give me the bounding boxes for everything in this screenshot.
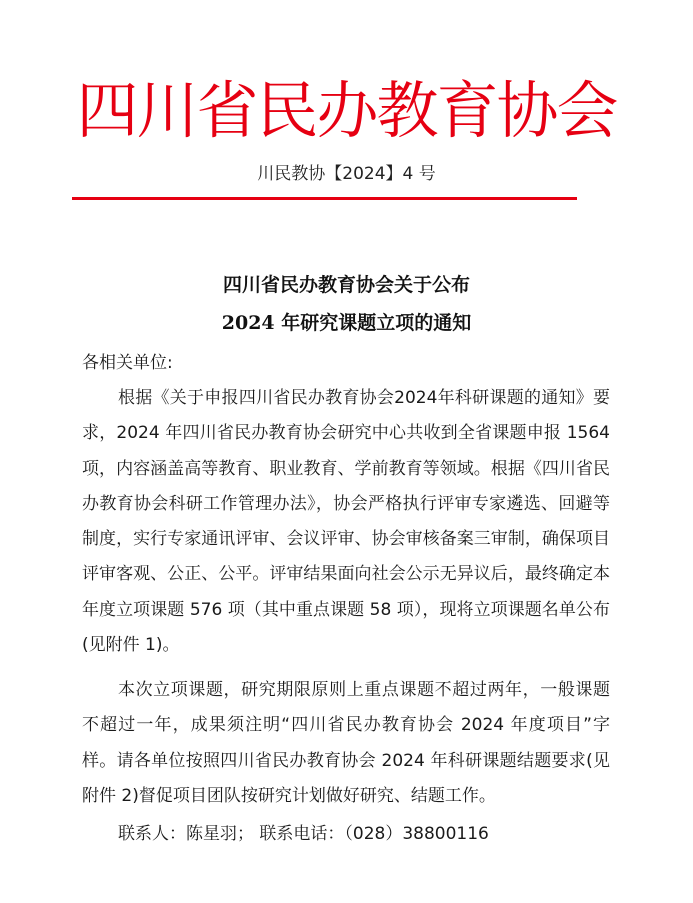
paragraph-1: 根据《关于申报四川省民办教育协会2024年科研课题的通知》要求，2024 年四川省民办教育协会研究中心共收到全省课题申报 1564 项，内容涵盖高等教育、职业教育、学前教育等领域。根据《四川省民办教育协会科研工作管理办法》，协会严格执行评审专家遴选、回避等制度，实行专家通讯评审、会议评审、协会审核备案三审制，确保项目评审客观、公正、公平。评审结果面向社会公示无异议后，最终确定本年度立项课题 576 项（其中重点课题 58 项），现将立项课题名单公布(见附件 1)。 xyxy=(82,388,610,656)
document-number: 川民教协【2024】4 号 xyxy=(257,164,436,184)
notice-title-line-1: 四川省民办教育协会关于公布 xyxy=(222,274,470,296)
organization-header: 四川省民办教育协会 xyxy=(76,74,617,147)
contact-info: 联系人：陈星羽； 联系电话：（028）38800116 xyxy=(118,824,489,844)
notice-title-line-2: 2024 年研究课题立项的通知 xyxy=(221,312,472,334)
paragraph-2: 本次立项课题，研究期限原则上重点课题不超过两年，一般课题不超过一年，成果须注明“四川省民办教育协会 2024 年度项目”字样。请各单位按照四川省民办教育协会 2024 年科研课题结题要求(见附件 2)督促项目团队按研究计划做好研究、结题工作。 xyxy=(82,680,610,806)
salutation: 各相关单位: xyxy=(82,353,173,373)
red-divider-line xyxy=(72,197,577,200)
